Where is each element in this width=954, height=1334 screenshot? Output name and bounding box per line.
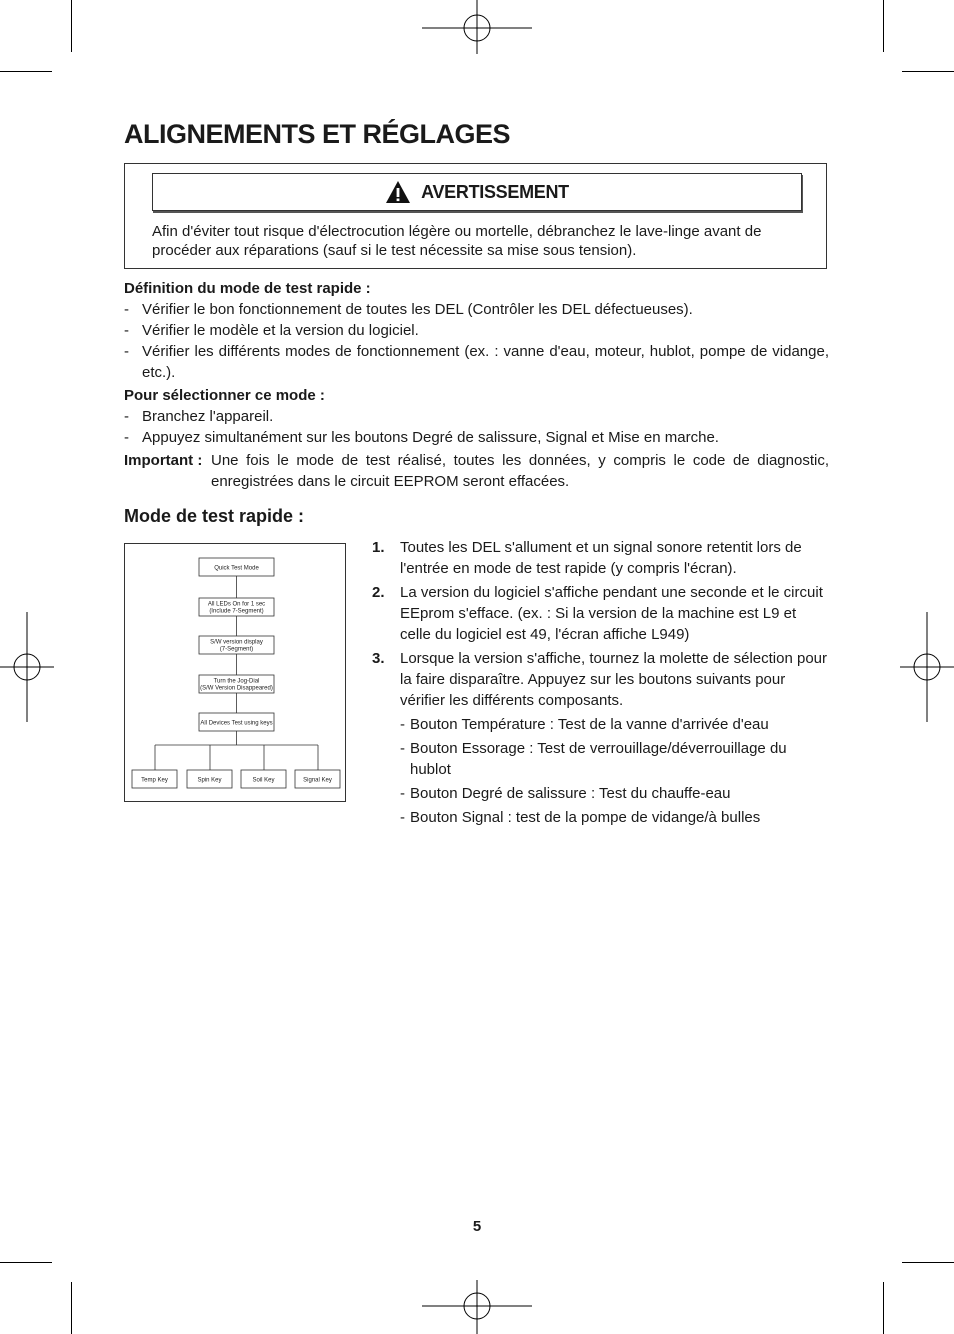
svg-text:All LEDs On for 1 sec: All LEDs On for 1 sec — [207, 601, 266, 608]
registration-mark-bottom — [422, 1278, 532, 1334]
svg-text:(7-Segment): (7-Segment) — [219, 646, 254, 653]
step-item: 2. La version du logiciel s'affiche pendant une seconde et le circuit EEprom s'efface. (ex. : Si la version de la machine est L9 et celle du logiciel est 49, l'écran affiche L949) — [372, 584, 823, 643]
flow-box-jog-dial — [199, 675, 274, 693]
svg-text:Turn the Jog-Dial: Turn the Jog-Dial — [213, 678, 260, 685]
section-heading: Mode de test rapide : — [124, 506, 305, 526]
svg-text:Quick Test Mode: Quick Test Mode — [214, 565, 259, 572]
step-item: 1. Toutes les DEL s'allument et un signal sonore retentit lors de l'entrée en mode de test rapide (y compris l'écran). — [372, 539, 802, 577]
list-item: - Vérifier les différents modes de fonctionnement (ex. : vanne d'eau, moteur, hublot, pompe de vidange, etc.). — [124, 343, 829, 381]
svg-text:Spin Key: Spin Key — [197, 777, 222, 784]
sub-item: - Bouton Température : Test de la vanne d'arrivée d'eau — [400, 716, 769, 733]
registration-mark-top — [422, 0, 532, 56]
sub-item: - Bouton Essorage : Test de verrouillage/déverrouillage du hublot — [400, 740, 787, 778]
list-item: - Vérifier le bon fonctionnement de toutes les DEL (Contrôler les DEL défectueuses). — [124, 301, 693, 318]
important-label: Important : — [124, 452, 203, 469]
flow-box-device-test — [199, 713, 274, 731]
svg-text:Soil Key: Soil Key — [252, 777, 275, 784]
svg-text:(Include 7-Segment): (Include 7-Segment) — [209, 608, 264, 615]
warning-text: Afin d'éviter tout risque d'électrocution légère ou mortelle, débranchez le lave-linge avant de procéder aux réparations (sauf si le test nécessite sa mise sous tension). — [152, 223, 762, 259]
flow-box-sw-version — [199, 636, 274, 654]
list-item: - Appuyez simultanément sur les boutons Degré de salissure, Signal et Mise en marche. — [124, 429, 719, 446]
warning-box — [124, 163, 827, 269]
definition-heading: Définition du mode de test rapide : — [124, 280, 371, 297]
sub-item: - Bouton Degré de salissure : Test du chauffe-eau — [400, 785, 731, 802]
page-number: 5 — [472, 1218, 482, 1235]
important-note — [124, 450, 829, 492]
flow-key-temp — [132, 770, 177, 788]
registration-mark-left — [0, 612, 56, 722]
page-title: ALIGNEMENTS ET RÉGLAGES — [124, 119, 511, 149]
flow-key-spin — [187, 770, 232, 788]
warning-title: AVERTISSEMENT — [421, 181, 569, 202]
instructions — [124, 278, 829, 492]
registration-mark-right — [898, 612, 954, 722]
flow-box-all-leds — [199, 598, 274, 616]
warning-icon — [385, 180, 411, 204]
steps-list — [372, 537, 830, 831]
svg-text:Signal Key: Signal Key — [303, 777, 332, 784]
warning-header — [152, 173, 802, 211]
step-item: 3. Lorsque la version s'affiche, tournez la molette de sélection pour la faire disparaître. Appuyez sur les boutons suivants pour vérifier les différents composants. — [372, 650, 828, 709]
list-item: - Vérifier le modèle et la version du logiciel. — [124, 322, 419, 339]
flow-key-soil — [241, 770, 286, 788]
svg-text:(S/W Version Disappeared): (S/W Version Disappeared) — [200, 685, 273, 692]
svg-text:Temp Key: Temp Key — [141, 777, 168, 784]
svg-text:All Devices Test using keys: All Devices Test using keys — [200, 720, 273, 727]
list-item: - Branchez l'appareil. — [124, 408, 274, 425]
flow-key-signal — [295, 770, 340, 788]
select-heading: Pour sélectionner ce mode : — [124, 387, 325, 404]
important-text: Une fois le mode de test réalisé, toutes les données, y compris le code de diagnostic, enregistrées dans le circuit EEPROM seront effacées. — [211, 452, 829, 490]
flowchart — [124, 543, 346, 802]
svg-text:S/W version display: S/W version display — [210, 639, 263, 646]
flow-box-quick-test — [199, 558, 274, 576]
sub-item: - Bouton Signal : test de la pompe de vidange/à bulles — [400, 809, 761, 826]
